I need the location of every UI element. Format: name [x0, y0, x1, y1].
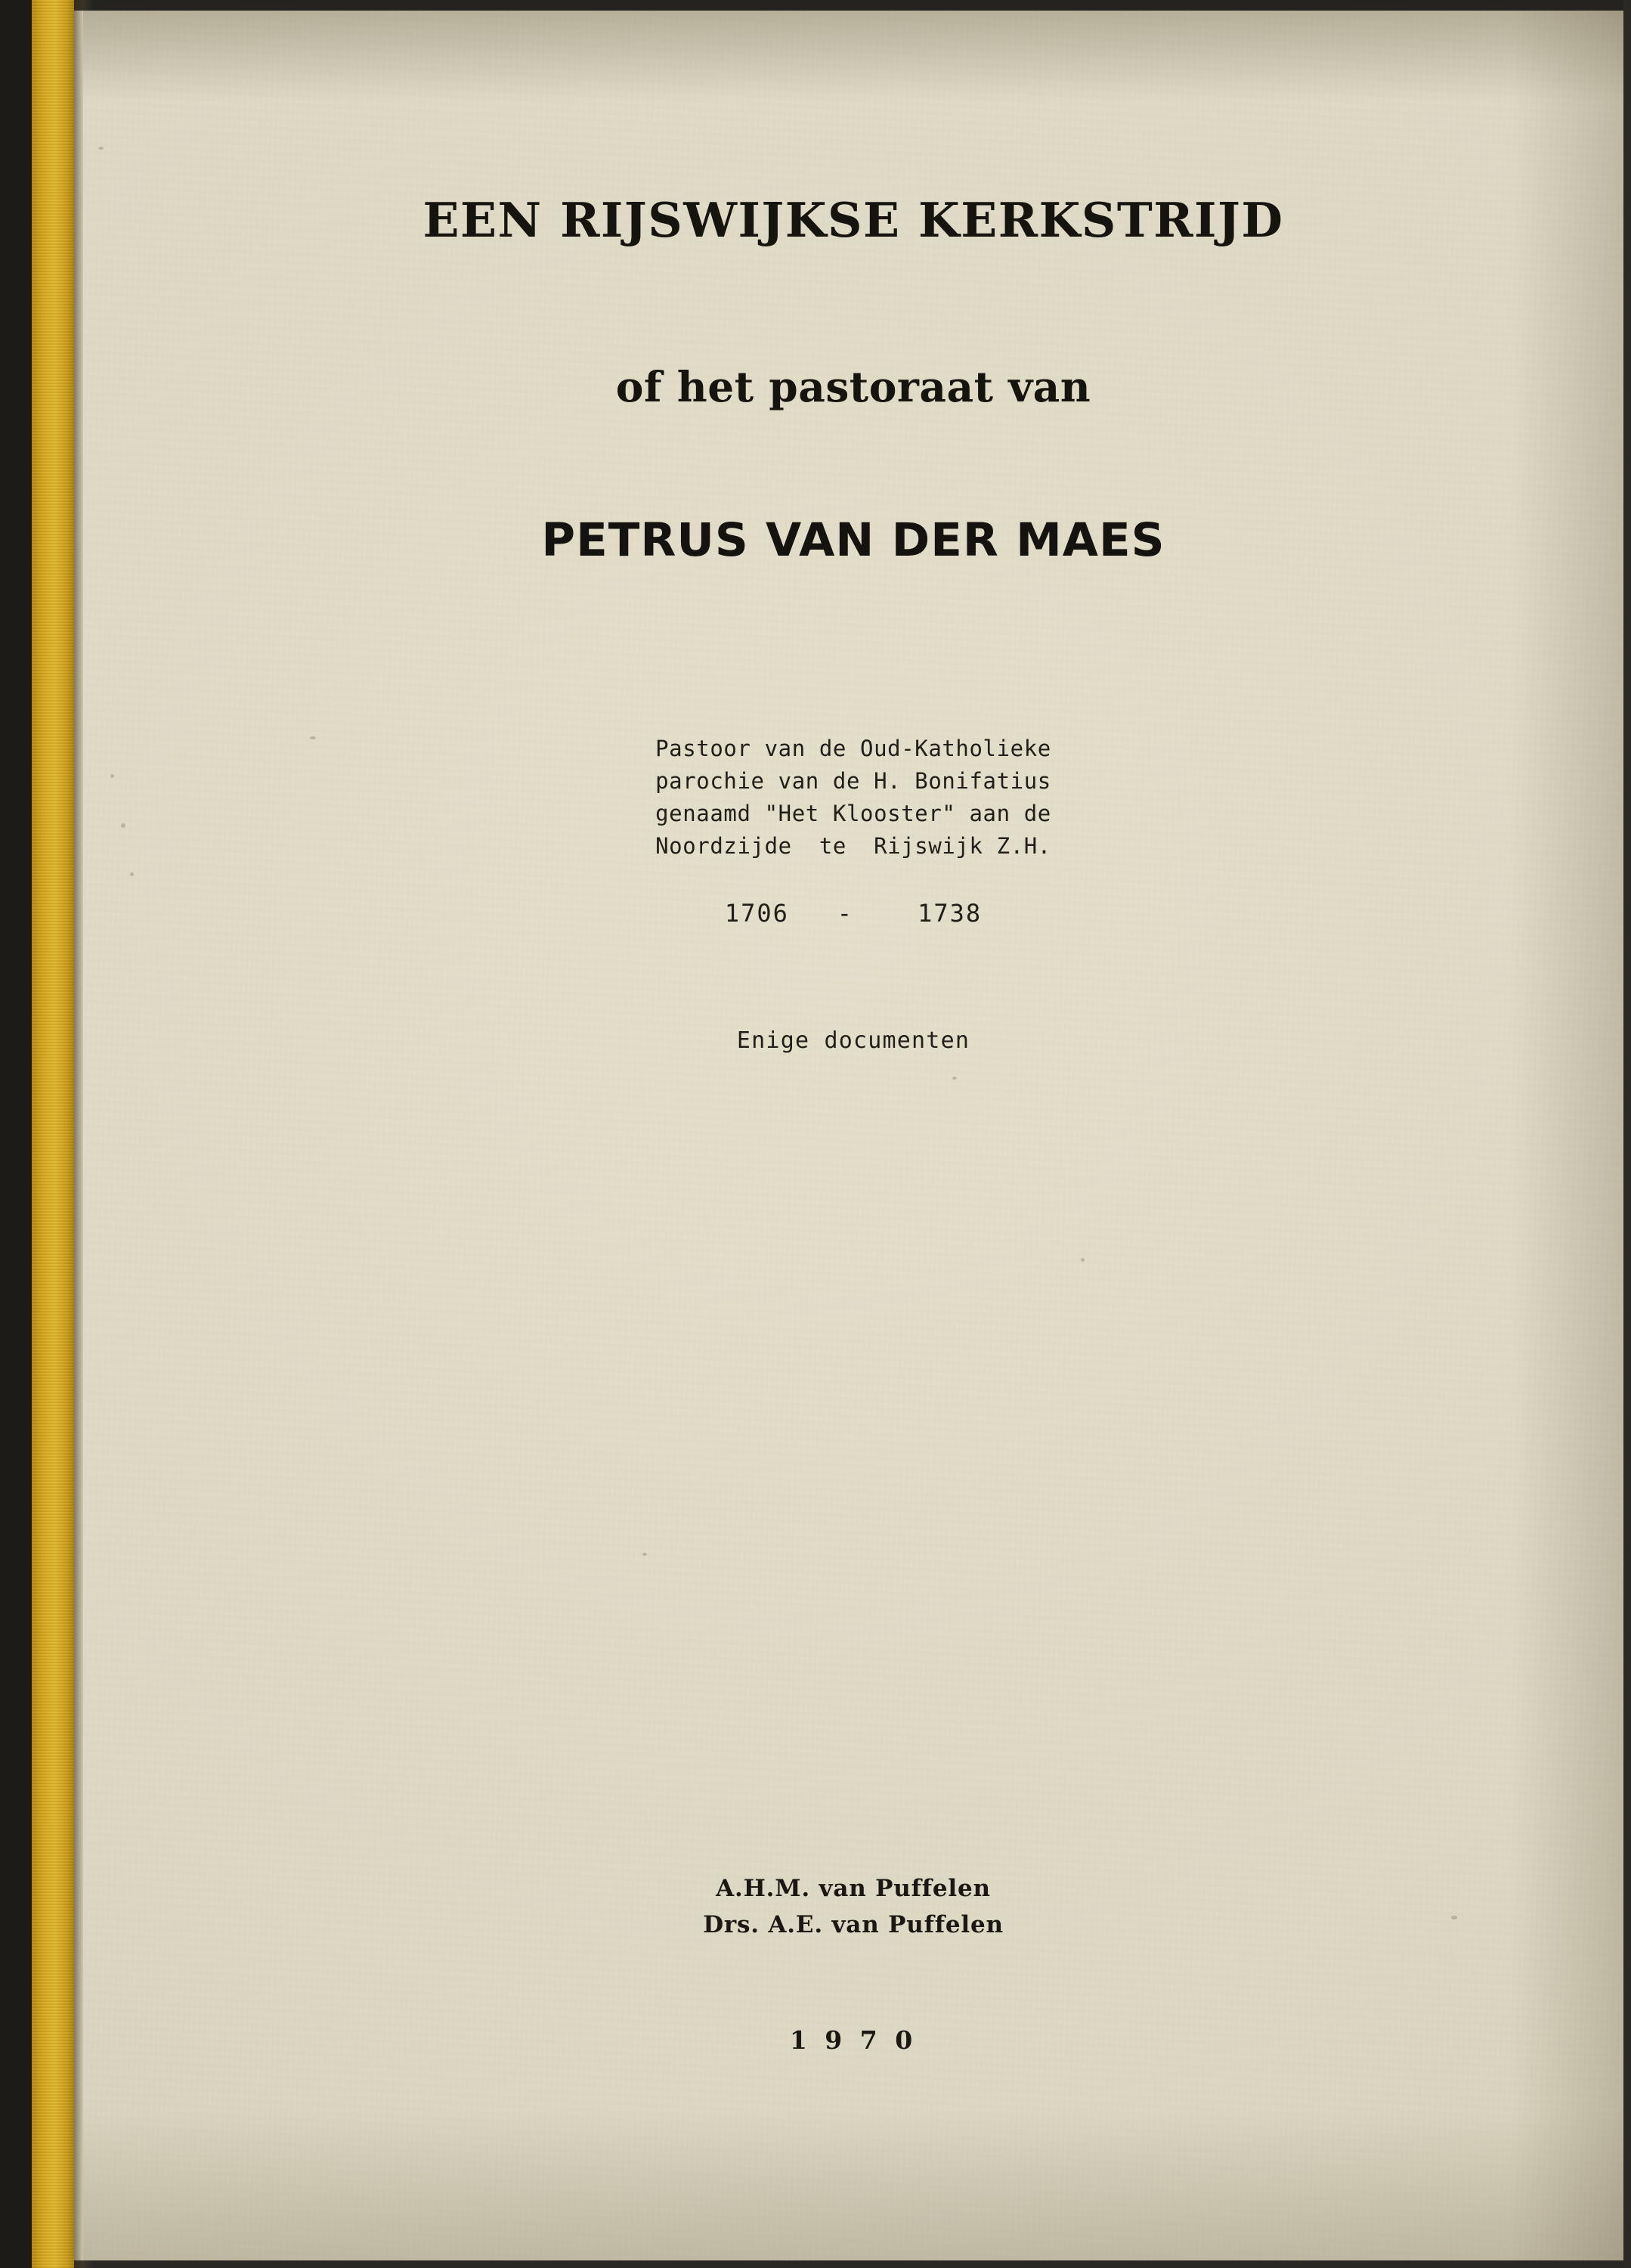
page-title: EEN RIJSWIJKSE KERKSTRIJD: [422, 192, 1284, 248]
scan-edge-bottom: [0, 2260, 1631, 2268]
paper-surface: [83, 11, 1623, 2260]
subject-name-heading: PETRUS VAN DER MAES: [541, 513, 1165, 567]
page-subtitle: of het pastoraat van: [615, 362, 1091, 411]
description-line: Pastoor van de Oud-Katholieke: [655, 736, 1051, 761]
author-line: A.H.M. van Puffelen: [716, 1875, 991, 1902]
description-block: [83, 733, 1623, 863]
binding-cloth-strip: [32, 0, 74, 2268]
author-line: Drs. A.E. van Puffelen: [703, 1911, 1004, 1938]
documents-note: Enige documenten: [736, 1027, 970, 1054]
authors-block: [83, 1870, 1623, 1943]
years-range: 1706 - 1738: [724, 899, 983, 928]
spine-shadow: [0, 0, 32, 2268]
description-line: Noordzijde te Rijswijk Z.H.: [655, 833, 1051, 859]
description-line: genaamd "Het Klooster" aan de: [655, 801, 1051, 826]
title-page-content: [83, 11, 1623, 2260]
scan-edge-right: [1623, 0, 1631, 2268]
description-line: parochie van de H. Bonifatius: [655, 768, 1051, 794]
publication-year: 1 9 7 0: [789, 2025, 918, 2055]
scan-edge-top: [0, 0, 1631, 11]
